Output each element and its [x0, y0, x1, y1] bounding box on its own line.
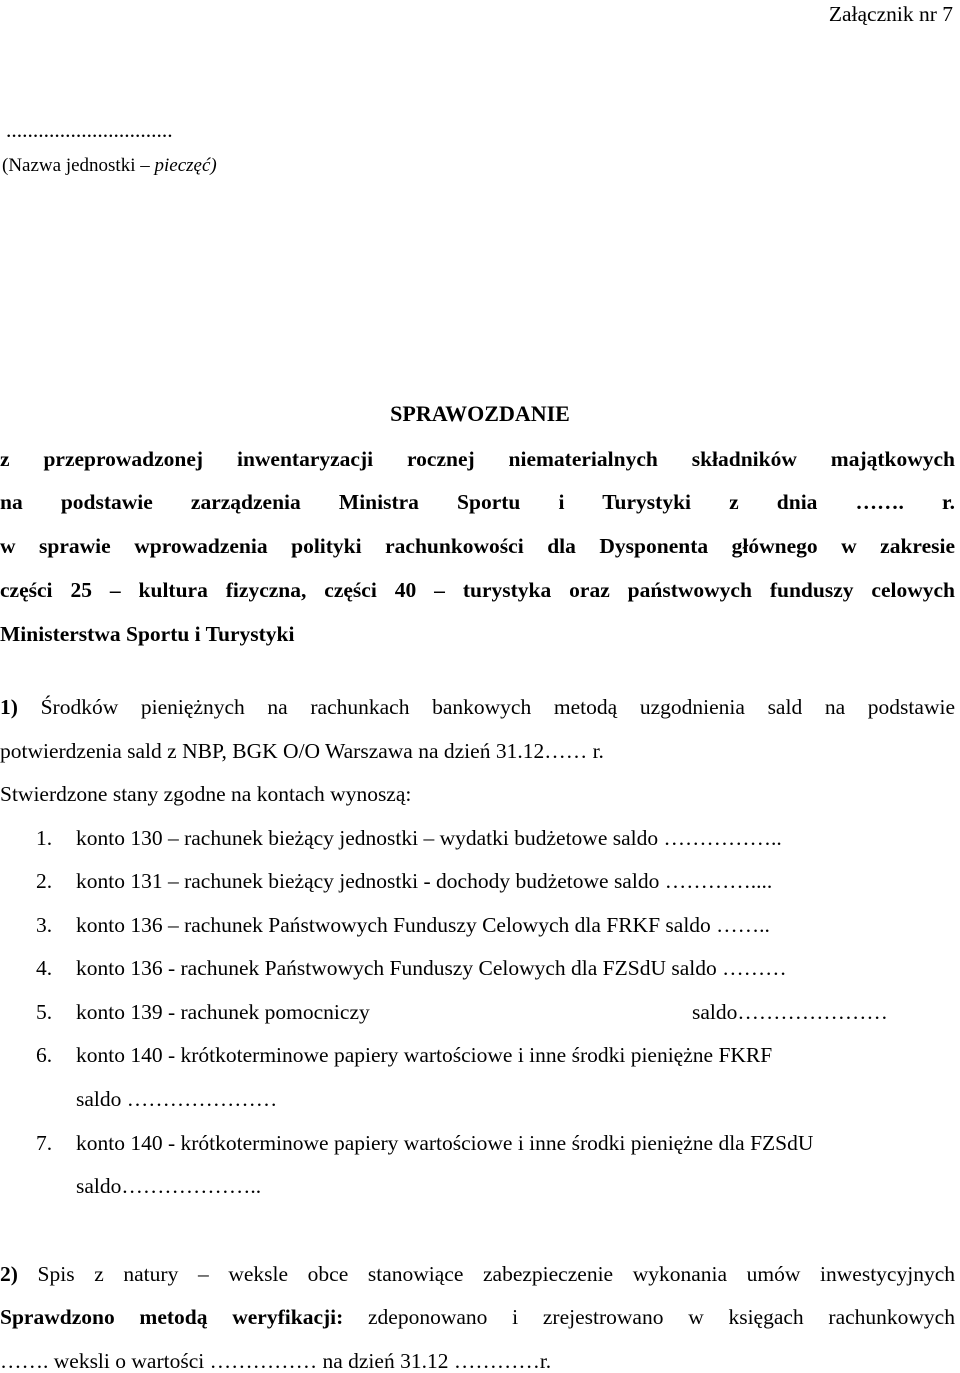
- section1-line-1: 1) Środków pieniężnych na rachunkach bankowych metodą uzgodnienia sald na podstawie: [0, 695, 955, 719]
- document-title: SPRAWOZDANIE: [390, 401, 570, 426]
- section1-line-3: Stwierdzone stany zgodne na kontach wynoszą:: [0, 782, 412, 806]
- subtitle-line-5: Ministerstwa Sportu i Turystyki: [0, 622, 295, 646]
- list-item-5-saldo: saldo…………………: [692, 1000, 888, 1024]
- verification-method-label: Sprawdzono metodą weryfikacji:: [0, 1305, 344, 1329]
- stamp-placeholder-dots: ...............................: [6, 118, 173, 142]
- subtitle-line-3: w sprawie wprowadzenia polityki rachunkowości dla Dysponenta głównego w zakresie: [0, 534, 955, 558]
- subtitle-line-4: części 25 – kultura fizyczna, części 40 – turystyka oraz państwowych funduszy celowych: [0, 578, 955, 602]
- section2-line-3: ……. weksli o wartości …………… na dzień 31.12 …………r.: [0, 1349, 552, 1373]
- list-item-7-saldo: saldo………………..: [76, 1174, 262, 1198]
- document-page: Załącznik nr 7 ............................... (Nazwa jednostki – pieczęć) SPRAWOZDANIE z przeprowadzonej inwentaryzacji rocznej niematerialnych składników majątkowych na podstawie zarządzenia Ministra Sportu i Turystyki z dnia ……. r. w sprawie wprowadzenia polityki rachunkowości dla Dysponenta głównego w zakresie części 25 – kultura fizyczna, części 40 – turystyka oraz państwowych funduszy celowych Ministerstwa Sportu i Turystyki 1) Środków pieniężnych na rachunkach bankowych metodą uzgodnienia sald na podstawie potwierdzenia sald z NBP, BGK O/O Warszawa na dzień 31.12…… r. Stwierdzone stany zgodne na kontach wynoszą: 1. konto 130 – rachunek bieżący jednostki – wydatki budżetowe saldo …………….. 2. konto 131 – rachunek bieżący jednostki - dochody budżetowe saldo ………….... 3. konto 136 – rachunek Państwowych Funduszy Celowych dla FRKF saldo …….. 4. konto 136 - rachunek Państwowych Funduszy Celowych dla FZSdU saldo ……… 5. konto 139 - rachunek pomocniczy saldo………………… 6. konto 140 - krótkoterminowe papiery wartościowe i inne środki pieniężne FKRF saldo ………………… 7. konto 140 - krótkoterminowe papiery wartościowe i inne środki pieniężne dla FZSdU saldo……………….. 2) Spis z natury – weksle obce stanowiące zabezpieczenie wykonania umów inwestycyjnych Sprawdzono metodą weryfikacji: zdeponowano i zrejestrowano w księgach rachunkowych ……. weksli o wartości …………… na dzień 31.12 …………r.: [0, 0, 960, 1373]
- section1-line-2: potwierdzenia sald z NBP, BGK O/O Warszawa na dzień 31.12…… r.: [0, 739, 604, 763]
- subtitle-line-2: na podstawie zarządzenia Ministra Sportu i Turystyki z dnia ……. r.: [0, 490, 955, 514]
- section2-line-1: 2) Spis z natury – weksle obce stanowiące zabezpieczenie wykonania umów inwestycyjnych: [0, 1262, 955, 1286]
- list-item-6-saldo: saldo …………………: [76, 1087, 278, 1111]
- section2-line-2: Sprawdzono metodą weryfikacji: zdeponowano i zrejestrowano w księgach rachunkowych: [0, 1305, 955, 1329]
- section1-label: 1): [0, 695, 18, 719]
- stamp-label: (Nazwa jednostki – pieczęć): [2, 155, 217, 176]
- subtitle-line-1: z przeprowadzonej inwentaryzacji rocznej niematerialnych składników majątkowych: [0, 447, 955, 471]
- section2-label: 2): [0, 1262, 18, 1286]
- annex-number: Załącznik nr 7: [828, 2, 953, 26]
